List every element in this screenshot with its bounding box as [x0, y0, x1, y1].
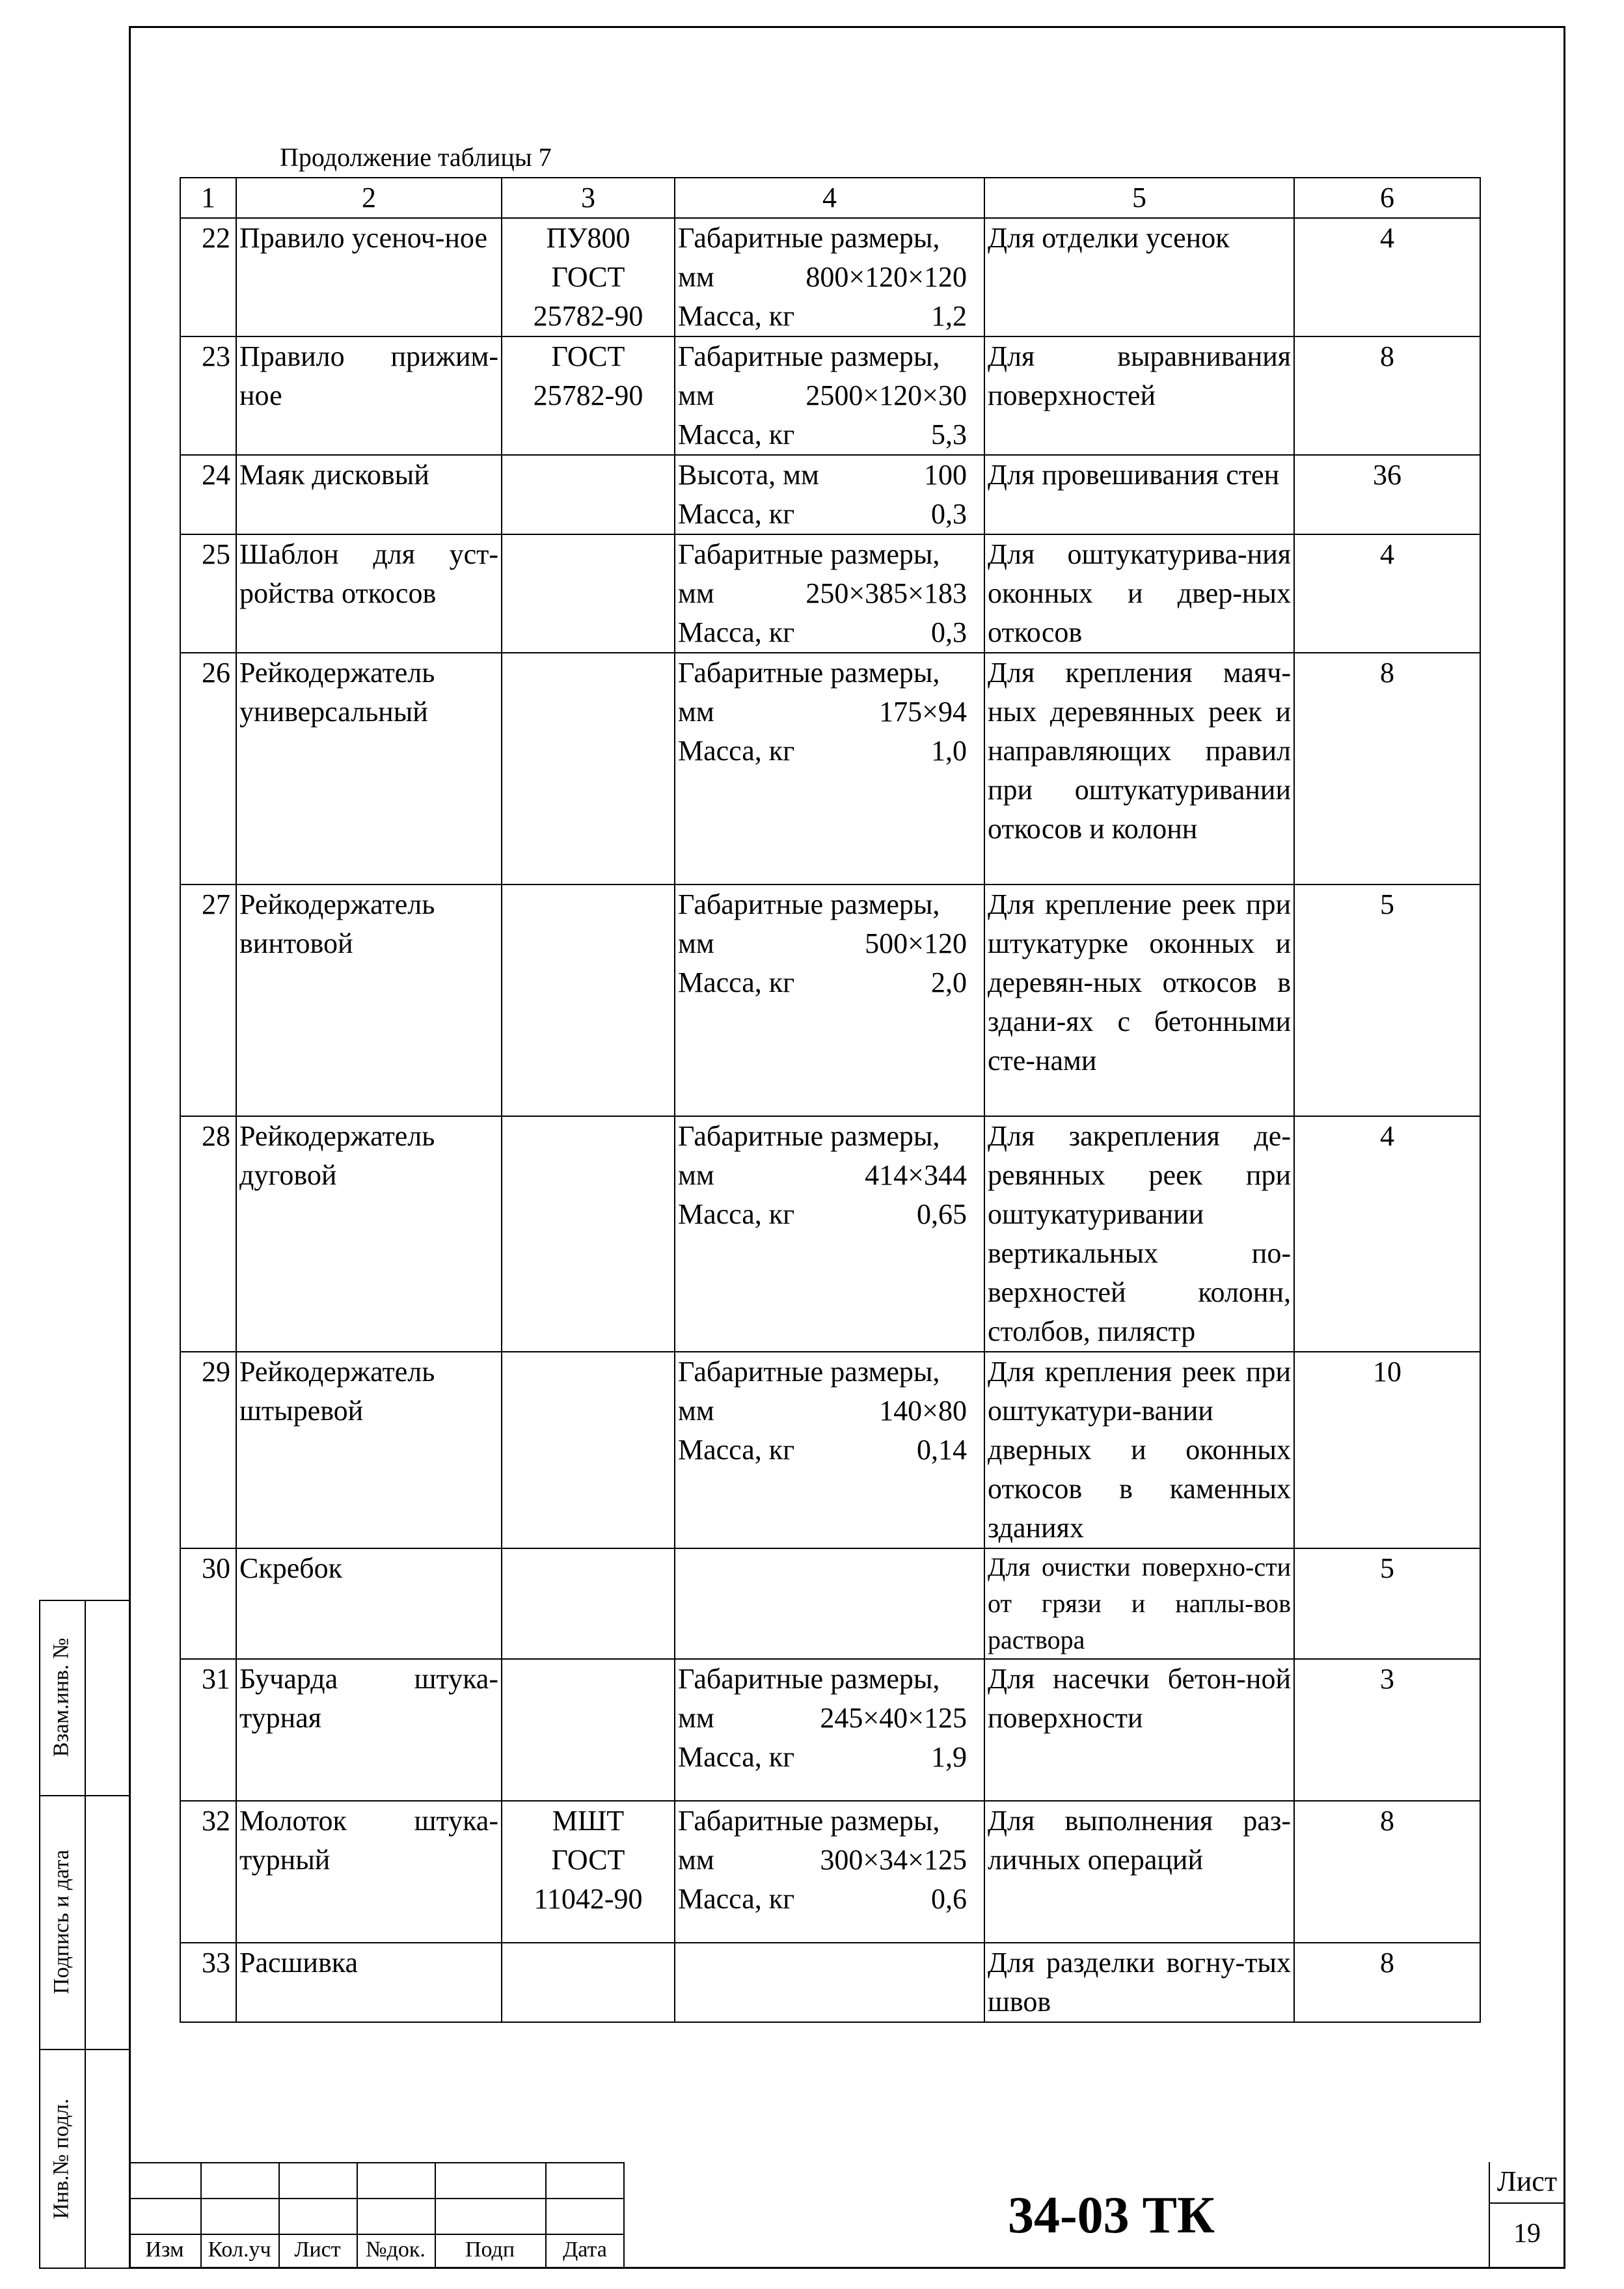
purpose-cell: Для выравнивания поверхностей	[984, 336, 1294, 455]
specification-cell	[675, 1116, 984, 1352]
specification-cell	[675, 1943, 984, 2022]
spec-line	[678, 924, 981, 963]
spec-label: Высота, мм	[678, 459, 819, 491]
spec-label: Масса, кг	[678, 966, 795, 998]
specification-cell	[675, 336, 984, 455]
spec-value	[967, 1660, 981, 1699]
spec-value: 0,65	[917, 1198, 967, 1230]
row-number: 24	[180, 455, 236, 534]
spec-label: мм	[678, 577, 714, 609]
purpose-cell: Для разделки вогну-тых швов	[984, 1943, 1294, 2022]
equipment-table	[180, 177, 1481, 2023]
spec-label: Масса, кг	[678, 300, 795, 332]
tb-label-sheet: Лист	[294, 2238, 341, 2262]
spec-value	[967, 1802, 981, 1841]
spec-label: Масса, кг	[678, 1741, 795, 1773]
standard-cell	[502, 534, 675, 653]
specification-cell	[675, 534, 984, 653]
row-number: 23	[180, 336, 236, 455]
title-block	[129, 2162, 1565, 2269]
row-number: 29	[180, 1352, 236, 1548]
spec-line	[678, 337, 981, 376]
standard-cell	[502, 884, 675, 1116]
spec-label: мм	[678, 379, 714, 411]
specification-cell	[675, 218, 984, 336]
spec-label: Масса, кг	[678, 1198, 795, 1230]
purpose-cell: Для выполнения раз-личных операций	[984, 1801, 1294, 1943]
tool-name: Маяк дисковый	[236, 455, 502, 534]
spec-line	[678, 1391, 981, 1431]
standard-cell	[502, 1801, 675, 1943]
spec-value: 5,3	[931, 418, 967, 450]
tool-name: Правило прижим-ное	[236, 336, 502, 455]
standard-line: ГОСТ	[551, 340, 625, 372]
spec-line	[678, 1841, 981, 1880]
standard-cell	[502, 1659, 675, 1801]
quantity-cell: 10	[1294, 1352, 1480, 1548]
spec-label: Габаритные размеры,	[678, 222, 940, 254]
spec-line	[678, 1195, 981, 1234]
standard-line: ГОСТ	[551, 261, 625, 293]
purpose-cell: Для закрепления де-ревянных реек при оштукатуривании вертикальных по-верхностей колонн, столбов, пилястр	[984, 1116, 1294, 1352]
table-body	[180, 218, 1480, 2022]
header-cell: 3	[502, 178, 675, 218]
spec-line	[678, 535, 981, 574]
spec-value: 300×34×125	[820, 1844, 967, 1876]
spec-line	[678, 297, 981, 336]
tb-label-change: Изм	[145, 2238, 184, 2262]
spec-label: Масса, кг	[678, 616, 795, 648]
spec-line	[678, 1431, 981, 1470]
tb-label-date: Дата	[563, 2238, 607, 2262]
sheet-number: 19	[1513, 2219, 1541, 2249]
standard-cell	[502, 1548, 675, 1659]
tool-name: Рейкодержатель универсальный	[236, 653, 502, 884]
quantity-cell: 3	[1294, 1659, 1480, 1801]
spec-line	[678, 732, 981, 771]
spec-value: 500×120	[865, 927, 967, 959]
purpose-cell: Для оштукатурива-ния оконных и двер-ных откосов	[984, 534, 1294, 653]
table-row	[180, 1659, 1480, 1801]
standard-cell	[502, 1352, 675, 1548]
standard-line: 11042-90	[534, 1883, 643, 1915]
spec-line	[678, 258, 981, 297]
quantity-cell: 4	[1294, 534, 1480, 653]
spec-line	[678, 885, 981, 924]
spec-label: Габаритные размеры,	[678, 657, 940, 689]
row-number: 26	[180, 653, 236, 884]
spec-value	[967, 535, 981, 574]
spec-value: 2,0	[931, 966, 967, 998]
spec-value	[967, 1352, 981, 1391]
quantity-cell: 8	[1294, 1943, 1480, 2022]
spec-value: 245×40×125	[820, 1702, 967, 1734]
spec-line	[678, 1738, 981, 1777]
row-number: 27	[180, 884, 236, 1116]
spec-label: мм	[678, 1395, 714, 1427]
row-number: 33	[180, 1943, 236, 2022]
spec-label: Габаритные размеры,	[678, 1356, 940, 1388]
spec-value: 414×344	[865, 1159, 967, 1191]
spec-value: 1,9	[931, 1741, 967, 1773]
purpose-cell: Для насечки бетон-ной поверхности	[984, 1659, 1294, 1801]
header-cell: 1	[180, 178, 236, 218]
tb-label-doc-number: №док.	[366, 2238, 426, 2262]
spec-value: 0,3	[931, 498, 967, 530]
spec-line	[678, 963, 981, 1002]
standard-cell	[502, 455, 675, 534]
standard-line: МШТ	[552, 1805, 625, 1837]
spec-line	[678, 1352, 981, 1391]
spec-line	[678, 495, 981, 534]
spec-label: мм	[678, 1844, 714, 1876]
quantity-cell: 5	[1294, 884, 1480, 1116]
spec-label: Габаритные размеры,	[678, 538, 940, 570]
standard-cell	[502, 1943, 675, 2022]
table-row	[180, 1548, 1480, 1659]
spec-line	[678, 376, 981, 415]
spec-line	[678, 1880, 981, 1919]
spec-line	[678, 1802, 981, 1841]
spec-label: мм	[678, 696, 714, 728]
spec-label: мм	[678, 261, 714, 293]
quantity-cell: 36	[1294, 455, 1480, 534]
document-code: 34-03 ТК	[1007, 2186, 1215, 2244]
specification-cell	[675, 1801, 984, 1943]
spec-value: 1,2	[931, 300, 967, 332]
spec-line	[678, 456, 981, 495]
spec-label: Масса, кг	[678, 1883, 795, 1915]
purpose-cell: Для провешивания стен	[984, 455, 1294, 534]
side-label-original: Инв.№ подл.	[49, 2098, 74, 2219]
spec-label: Габаритные размеры,	[678, 340, 940, 372]
row-number: 22	[180, 218, 236, 336]
tool-name: Расшивка	[236, 1943, 502, 2022]
spec-line	[678, 653, 981, 692]
side-label-exchange: Взам.инв. №	[49, 1638, 74, 1757]
spec-value: 0,6	[931, 1883, 967, 1915]
spec-label: Масса, кг	[678, 735, 795, 767]
quantity-cell: 8	[1294, 336, 1480, 455]
standard-cell	[502, 653, 675, 884]
spec-label: Габаритные размеры,	[678, 1805, 940, 1837]
specification-cell	[675, 884, 984, 1116]
spec-label: мм	[678, 927, 714, 959]
standard-line: 25782-90	[533, 379, 643, 411]
header-cell: 2	[236, 178, 502, 218]
spec-value: 800×120×120	[805, 261, 967, 293]
standard-line: ПУ800	[546, 222, 630, 254]
spec-line	[678, 613, 981, 652]
spec-label: Масса, кг	[678, 498, 795, 530]
table-caption: Продолжение таблицы 7	[280, 143, 552, 172]
quantity-cell: 4	[1294, 1116, 1480, 1352]
purpose-cell: Для крепления реек при оштукатури-вании дверных и оконных откосов в каменных зданиях	[984, 1352, 1294, 1548]
tool-name: Молоток штука-турный	[236, 1801, 502, 1943]
standard-line: 25782-90	[533, 300, 643, 332]
standard-cell	[502, 336, 675, 455]
quantity-cell: 5	[1294, 1548, 1480, 1659]
spec-label: Габаритные размеры,	[678, 1120, 940, 1152]
quantity-cell: 8	[1294, 653, 1480, 884]
purpose-cell: Для очистки поверхно-сти от грязи и наплы-вов раствора	[984, 1548, 1294, 1659]
side-stamp-strip	[39, 1600, 130, 2269]
spec-value	[967, 653, 981, 692]
tool-name: Правило усеноч-ное	[236, 218, 502, 336]
quantity-cell: 8	[1294, 1801, 1480, 1943]
purpose-cell: Для крепление реек при штукатурке оконных и деревян-ных откосов в здани-ях с бетонными сте-нами	[984, 884, 1294, 1116]
spec-line	[678, 415, 981, 454]
table-row	[180, 884, 1480, 1116]
side-label-signature: Подпись и дата	[49, 1850, 74, 1994]
spec-value: 0,14	[917, 1434, 967, 1466]
specification-cell	[675, 653, 984, 884]
row-number: 31	[180, 1659, 236, 1801]
tool-name: Шаблон для уст-ройства откосов	[236, 534, 502, 653]
spec-value: 250×385×183	[805, 577, 967, 609]
table-row	[180, 1801, 1480, 1943]
tool-name: Рейкодержатель дуговой	[236, 1116, 502, 1352]
spec-label: Масса, кг	[678, 418, 795, 450]
table-header-row	[180, 178, 1480, 218]
quantity-cell: 4	[1294, 218, 1480, 336]
tool-name: Скребок	[236, 1548, 502, 1659]
spec-label: мм	[678, 1159, 714, 1191]
spec-value: 1,0	[931, 735, 967, 767]
specification-cell	[675, 1352, 984, 1548]
specification-cell	[675, 1659, 984, 1801]
tool-name: Рейкодержатель штыревой	[236, 1352, 502, 1548]
spec-label: Габаритные размеры,	[678, 1663, 940, 1695]
sheet-label: Лист	[1496, 2165, 1558, 2197]
spec-value: 140×80	[879, 1395, 967, 1427]
standard-cell	[502, 218, 675, 336]
spec-value: 100	[924, 459, 967, 491]
tool-name: Бучарда штука-турная	[236, 1659, 502, 1801]
table-row	[180, 1116, 1480, 1352]
row-number: 28	[180, 1116, 236, 1352]
spec-value	[967, 219, 981, 258]
header-cell: 4	[675, 178, 984, 218]
tb-label-signature: Подп	[465, 2238, 515, 2262]
spec-line	[678, 1117, 981, 1156]
spec-line	[678, 219, 981, 258]
spec-value: 2500×120×30	[805, 379, 967, 411]
spec-line	[678, 1699, 981, 1738]
table-row	[180, 1352, 1480, 1548]
tool-name: Рейкодержатель винтовой	[236, 884, 502, 1116]
specification-cell	[675, 455, 984, 534]
table-row	[180, 455, 1480, 534]
table-row	[180, 336, 1480, 455]
tb-label-count: Кол.уч	[208, 2238, 271, 2262]
standard-line: ГОСТ	[551, 1844, 625, 1876]
spec-value	[967, 337, 981, 376]
spec-value	[967, 1117, 981, 1156]
spec-label: Масса, кг	[678, 1434, 795, 1466]
spec-line	[678, 692, 981, 732]
spec-label: Габаритные размеры,	[678, 888, 940, 920]
row-number: 25	[180, 534, 236, 653]
spec-line	[678, 574, 981, 613]
row-number: 32	[180, 1801, 236, 1943]
spec-value: 175×94	[879, 696, 967, 728]
header-cell: 6	[1294, 178, 1480, 218]
table-row	[180, 1943, 1480, 2022]
header-cell: 5	[984, 178, 1294, 218]
table-row	[180, 534, 1480, 653]
table-row	[180, 653, 1480, 884]
standard-cell	[502, 1116, 675, 1352]
spec-line	[678, 1156, 981, 1195]
specification-cell	[675, 1548, 984, 1659]
table-row	[180, 218, 1480, 336]
row-number: 30	[180, 1548, 236, 1659]
spec-value: 0,3	[931, 616, 967, 648]
purpose-cell: Для отделки усенок	[984, 218, 1294, 336]
purpose-cell: Для крепления маяч-ных деревянных реек и направляющих правил при оштукатуривании откосов и колонн	[984, 653, 1294, 884]
spec-line	[678, 1660, 981, 1699]
spec-value	[967, 885, 981, 924]
spec-label: мм	[678, 1702, 714, 1734]
